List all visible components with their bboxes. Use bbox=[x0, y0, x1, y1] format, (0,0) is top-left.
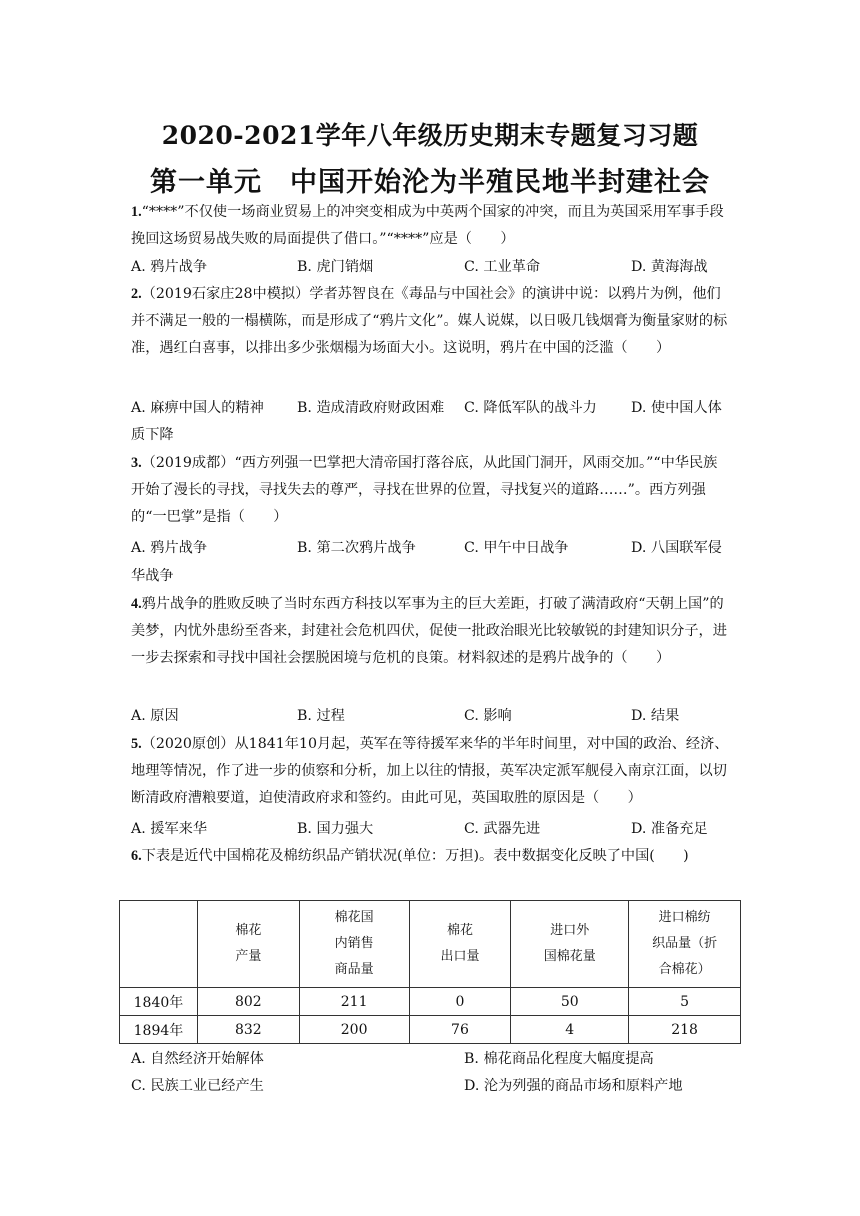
question-number: 2. bbox=[131, 286, 142, 302]
option-d: D. 黄海海战 bbox=[631, 259, 708, 275]
question-3 bbox=[131, 450, 731, 531]
table-header-cell: 棉花 出口量 bbox=[409, 901, 511, 988]
table-cell: 4 bbox=[511, 1016, 629, 1044]
option-b: B. 国力强大 bbox=[297, 821, 374, 837]
option-d: D. 使中国人体 bbox=[631, 400, 722, 416]
table-cell: 1894年 bbox=[120, 1016, 198, 1044]
question-5-options bbox=[131, 816, 731, 843]
table-cell: 211 bbox=[299, 988, 409, 1016]
option-c: C. 降低军队的战斗力 bbox=[464, 400, 597, 416]
option-a: A. 鸦片战争 bbox=[131, 540, 208, 556]
option-c: C. 工业革命 bbox=[464, 259, 541, 275]
question-4-options bbox=[131, 703, 731, 730]
question-1-options bbox=[131, 254, 731, 281]
option-b: B. 第二次鸦片战争 bbox=[297, 540, 416, 556]
option-a: A. 鸦片战争 bbox=[131, 259, 208, 275]
table-cell: 76 bbox=[409, 1016, 511, 1044]
option-a: A. 自然经济开始解体 bbox=[131, 1051, 264, 1067]
option-c: C. 武器先进 bbox=[464, 821, 541, 837]
question-number: 1. bbox=[131, 204, 142, 220]
cotton-data-table bbox=[119, 900, 741, 1044]
option-d: D. 结果 bbox=[631, 708, 680, 724]
question-1 bbox=[131, 199, 731, 253]
option-d: D. 准备充足 bbox=[631, 821, 708, 837]
table-header-row bbox=[120, 901, 741, 988]
option-d-continuation: 华战争 bbox=[131, 568, 174, 584]
question-2-options bbox=[131, 395, 731, 422]
option-b: B. 虎门销烟 bbox=[297, 259, 374, 275]
table-row bbox=[120, 1016, 741, 1044]
option-d: D. 沦为列强的商品市场和原料产地 bbox=[464, 1078, 683, 1094]
question-3-options bbox=[131, 535, 731, 562]
question-text: （2020原创）从1841年10月起，英军在等待援军来华的半年时间里，对中国的政治、经济、地理等情况，作了进一步的侦察和分析，加上以往的情报，英军决定派军舰侵入南京江面，以切断清政府漕粮要道，迫使清政府求和签约。由此可见，英国取胜的原因是（ ） bbox=[131, 736, 729, 806]
table-cell: 1840年 bbox=[120, 988, 198, 1016]
option-d-continuation: 质下降 bbox=[131, 427, 174, 443]
option-b: B. 过程 bbox=[297, 708, 345, 724]
question-text: 鸦片战争的胜败反映了当时东西方科技以军事为主的巨大差距，打破了满清政府“天朝上国”的美梦，内忧外患纷至沓来，封建社会危机四伏，促使一批政治眼光比较敏锐的封建知识分子，进一步去探索和寻找中国社会摆脱困境与危机的良策。材料叙述的是鸦片战争的（ ） bbox=[131, 596, 727, 666]
question-number: 5. bbox=[131, 736, 142, 752]
question-number: 4. bbox=[131, 596, 142, 612]
option-a: A. 原因 bbox=[131, 708, 179, 724]
question-text: “****”不仅使一场商业贸易上的冲突变相成为中英两个国家的冲突，而且为英国采用军事手段挽回这场贸易战失败的局面提供了借口。”“****”应是（ ） bbox=[131, 204, 724, 247]
table-cell: 802 bbox=[197, 988, 299, 1016]
option-b: B. 造成清政府财政困难 bbox=[297, 400, 445, 416]
table-header-empty bbox=[120, 901, 198, 988]
table-cell: 200 bbox=[299, 1016, 409, 1044]
option-d: D. 八国联军侵 bbox=[631, 540, 722, 556]
table-cell: 832 bbox=[197, 1016, 299, 1044]
question-number: 6. bbox=[131, 848, 142, 864]
option-a: A. 援军来华 bbox=[131, 821, 208, 837]
option-c: C. 影响 bbox=[464, 708, 512, 724]
question-4 bbox=[131, 591, 731, 672]
question-text: （2019成都）“西方列强一巴掌把大清帝国打落谷底，从此国门洞开，风雨交加。”“中华民族开始了漫长的寻找，寻找失去的尊严，寻找在世界的位置，寻找复兴的道路……”。西方列强的“一巴掌”是指（ ） bbox=[131, 455, 718, 525]
table-header-cell: 进口棉纺 织品量（折 合棉花） bbox=[629, 901, 741, 988]
table-cell: 0 bbox=[409, 988, 511, 1016]
table-cell: 5 bbox=[629, 988, 741, 1016]
table-header-cell: 进口外 国棉花量 bbox=[511, 901, 629, 988]
table-row bbox=[120, 988, 741, 1016]
table-cell: 50 bbox=[511, 988, 629, 1016]
question-text: （2019石家庄28中模拟）学者苏智良在《毒品与中国社会》的演讲中说：以鸦片为例，他们并不满足一般的一榻横陈，而是形成了“鸦片文化”。媒人说媒，以日吸几钱烟膏为衡量家财的标准，遇红白喜事，以排出多少张烟榻为场面大小。这说明，鸦片在中国的泛滥（ ） bbox=[131, 286, 728, 356]
question-2 bbox=[131, 281, 731, 362]
option-c: C. 甲午中日战争 bbox=[464, 540, 569, 556]
option-b: B. 棉花商品化程度大幅度提高 bbox=[464, 1051, 654, 1067]
unit-subtitle: 第一单元 中国开始沦为半殖民地半封建社会 bbox=[150, 167, 710, 198]
table-cell: 218 bbox=[629, 1016, 741, 1044]
question-text: 下表是近代中国棉花及棉纺织品产销状况(单位：万担)。表中数据变化反映了中国( ) bbox=[141, 848, 689, 864]
document-title: 2020-2021学年八年级历史期末专题复习习题 bbox=[161, 121, 699, 150]
option-c: C. 民族工业已经产生 bbox=[131, 1078, 264, 1094]
question-6 bbox=[131, 843, 731, 870]
question-number: 3. bbox=[131, 455, 142, 471]
question-5 bbox=[131, 731, 731, 812]
table-header-cell: 棉花国 内销售 商品量 bbox=[299, 901, 409, 988]
table-header-cell: 棉花 产量 bbox=[197, 901, 299, 988]
option-a: A. 麻痹中国人的精神 bbox=[131, 400, 264, 416]
